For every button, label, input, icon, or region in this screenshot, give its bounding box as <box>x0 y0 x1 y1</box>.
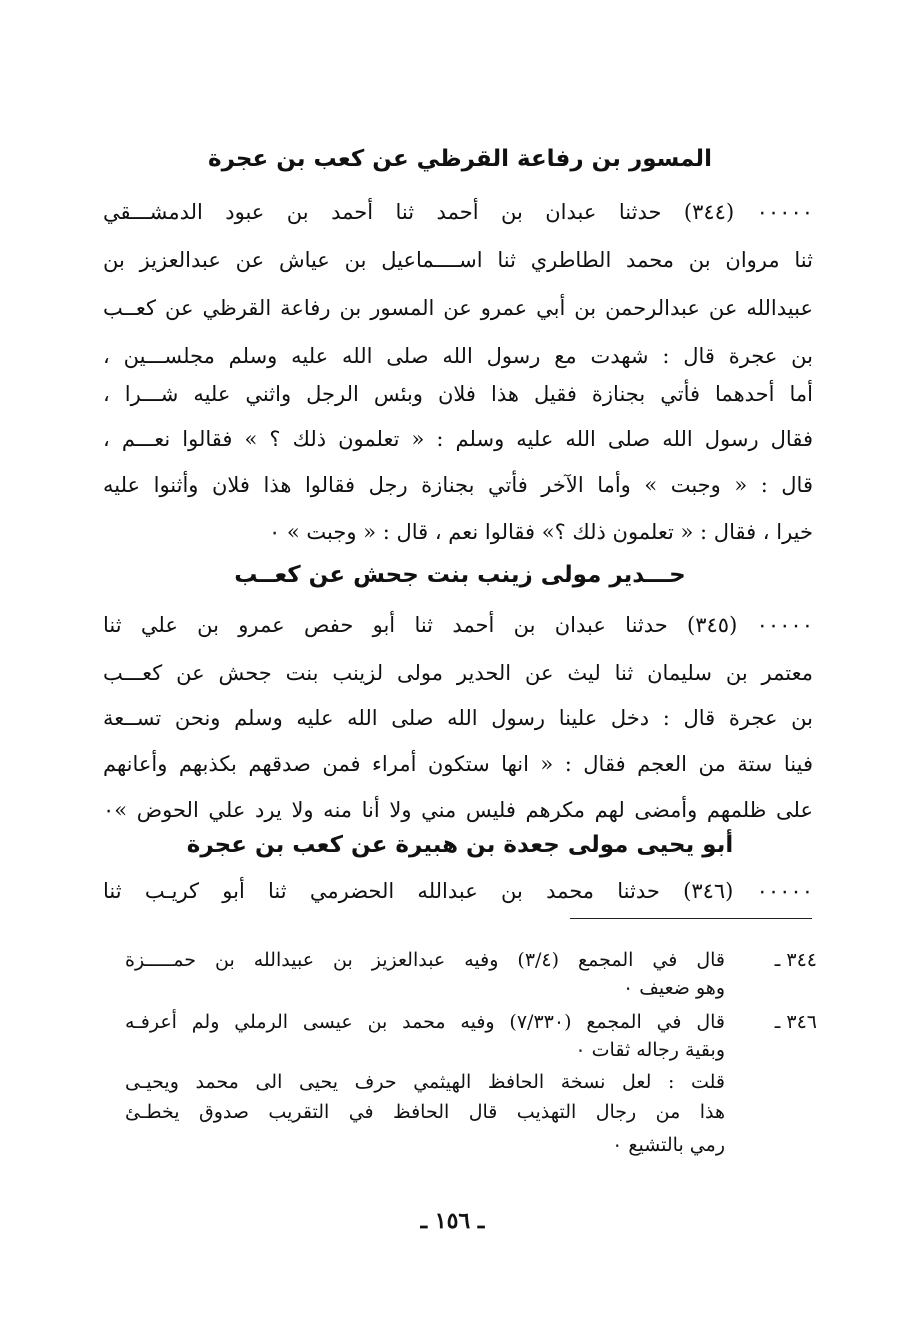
section-heading-2: حـــدير مولى زينب بنت جحش عن كعــب <box>234 562 686 588</box>
hadith-344-line-8: خيرا ، فقال : « تعلمون ذلك ؟» فقالوا نعم ، قال : « وجبت » ٠ <box>268 520 813 544</box>
footnote-346-line-4: هذا من رجال التهذيب قال الحافظ في التقريب صدوق يخطـئ <box>125 1101 725 1123</box>
hadith-344-line-6: فقال رسول الله صلى الله عليه وسلم : « تعلمون ذلك ؟ » فقالوا نعـــم ، <box>103 427 813 451</box>
footnote-346-line-3: قلت : لعل نسخة الحافظ الهيثمي حرف يحيى الى محمد ويحيـى <box>125 1071 725 1093</box>
footnote-346-line-2: وبقية رجاله ثقات ٠ <box>575 1039 725 1061</box>
footnote-344-number: ٣٤٤ ـ <box>774 949 817 971</box>
page-number: ـ ١٥٦ ـ <box>420 1208 485 1234</box>
hadith-346-line-1: ٠٠٠٠٠ (٣٤٦) حدثنا محمد بن عبدالله الحضرمي ثنا أبو كريـب ثنا <box>103 879 813 903</box>
footnote-346-line-1: قال في المجمع (٧/٣٣٠) وفيه محمد بن عيسى الرملي ولم أعرفـه <box>125 1011 725 1033</box>
hadith-344-line-3: عبيدالله عن عبدالرحمن بن أبي عمرو عن المسور بن رفاعة القرظي عن كعــب <box>103 296 813 320</box>
hadith-344-line-5: أما أحدهما فأتي بجنازة فقيل هذا فلان وبئس الرجل واثني عليه شـــرا ، <box>103 382 813 406</box>
hadith-344-line-4: بن عجرة قال : شهدت مع رسول الله صلى الله عليه وسلم مجلســـين ، <box>103 344 813 368</box>
hadith-345-line-4: فينا ستة من العجم فقال : « انها ستكون أمراء فمن صدقهم بكذبهم وأعانهم <box>103 752 813 776</box>
hadith-344-line-7: قال : « وجبت » وأما الآخر فأتي بجنازة رجل فقالوا هذا فلان وأثنوا عليه <box>103 473 813 497</box>
section-heading-3: أبو يحيى مولى جعدة بن هبيرة عن كعب بن عجرة <box>186 832 734 858</box>
hadith-345-line-1: ٠٠٠٠٠ (٣٤٥) حدثنا عبدان بن أحمد ثنا أبو حفص عمرو بن علي ثنا <box>103 613 813 637</box>
footnote-346-number: ٣٤٦ ـ <box>774 1011 817 1033</box>
section-heading-1: المسور بن رفاعة القرظي عن كعب بن عجرة <box>208 146 712 172</box>
hadith-344-line-2: ثنا مروان بن محمد الطاطري ثنا اســــماعيل بن عياش عن عبدالعزيز بن <box>103 248 813 272</box>
hadith-344-line-1: ٠٠٠٠٠ (٣٤٤) حدثنا عبدان بن أحمد ثنا أحمد بن عبود الدمشـــقي <box>103 200 814 224</box>
footnote-344-line-2: وهو ضعيف ٠ <box>622 977 725 999</box>
hadith-345-line-3: بن عجرة قال : دخل علينا رسول الله صلى الله عليه وسلم ونحن تســعة <box>103 706 813 730</box>
hadith-345-line-5: على ظلمهم وأمضى لهم مكرهم فليس مني ولا أنا منه ولا يرد علي الحوض »٠ <box>103 798 813 822</box>
hadith-345-line-2: معتمر بن سليمان ثنا ليث عن الحدير مولى لزينب بنت جحش عن كعـــب <box>103 661 813 685</box>
footnote-separator <box>570 918 812 919</box>
footnote-346-line-5: رمي بالتشيع ٠ <box>612 1134 725 1156</box>
footnote-344-line-1: قال في المجمع (٣/٤) وفيه عبدالعزيز بن عبيدالله بن حمـــــزة <box>125 949 725 971</box>
